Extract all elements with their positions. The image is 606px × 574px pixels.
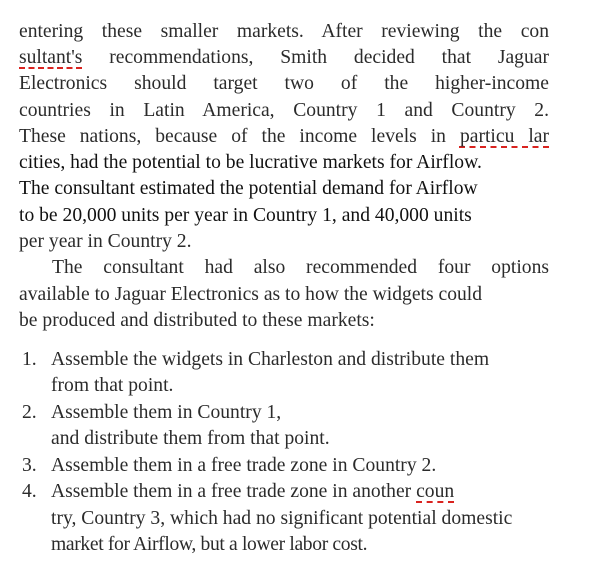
p1-line-7: The consultant estimated the potential demand for Airflow [19, 178, 478, 199]
p1-line-5-text: These nations, because of the income levels in [19, 126, 446, 147]
option-4-line-1 [51, 480, 454, 504]
list-number: 2. [22, 402, 37, 423]
p1-line-3: Electronics should target two of the higher-income [19, 73, 549, 94]
spellcheck-word[interactable]: particu lar [459, 126, 550, 147]
option-4-line-3: market for Airflow, but a lower labor cost. [51, 534, 368, 555]
p1-line-2 [19, 46, 549, 70]
list-number: 4. [22, 481, 37, 502]
spellcheck-word[interactable]: coun [416, 481, 455, 502]
p1-line-8: to be 20,000 units per year in Country 1, and 40,000 units [19, 205, 472, 226]
option-2-line-2: and distribute them from that point. [51, 428, 330, 449]
option-1-line-1: Assemble the widgets in Charleston and distribute them [51, 349, 490, 370]
spellcheck-word[interactable]: sultant's [19, 47, 83, 68]
option-1-line-2: from that point. [51, 375, 174, 396]
option-4-line-2: try, Country 3, which had no significant potential domestic [51, 508, 513, 529]
p2-line-2: available to Jaguar Electronics as to how the widgets could [19, 284, 483, 305]
p1-line-9: per year in Country 2. [19, 231, 192, 252]
p1-line-1: entering these smaller markets. After reviewing the con [19, 21, 549, 42]
option-2-line-1: Assemble them in Country 1, [51, 402, 282, 423]
list-number: 1. [22, 349, 37, 370]
p1-line-5 [19, 125, 549, 149]
list-number: 3. [22, 455, 37, 476]
p1-line-4: countries in Latin America, Country 1 and Country 2. [19, 100, 549, 121]
option-3-line-1: Assemble them in a free trade zone in Country 2. [51, 455, 437, 476]
p1-line-2-text: recommendations, Smith decided that Jaguar [109, 47, 549, 68]
option-4-line-1-text: Assemble them in a free trade zone in another [51, 481, 412, 502]
p1-line-6: cities, had the potential to be lucrative markets for Airflow. [19, 152, 482, 173]
p2-line-1: The consultant had also recommended four options [52, 257, 549, 278]
p2-line-3: be produced and distributed to these markets: [19, 310, 375, 331]
